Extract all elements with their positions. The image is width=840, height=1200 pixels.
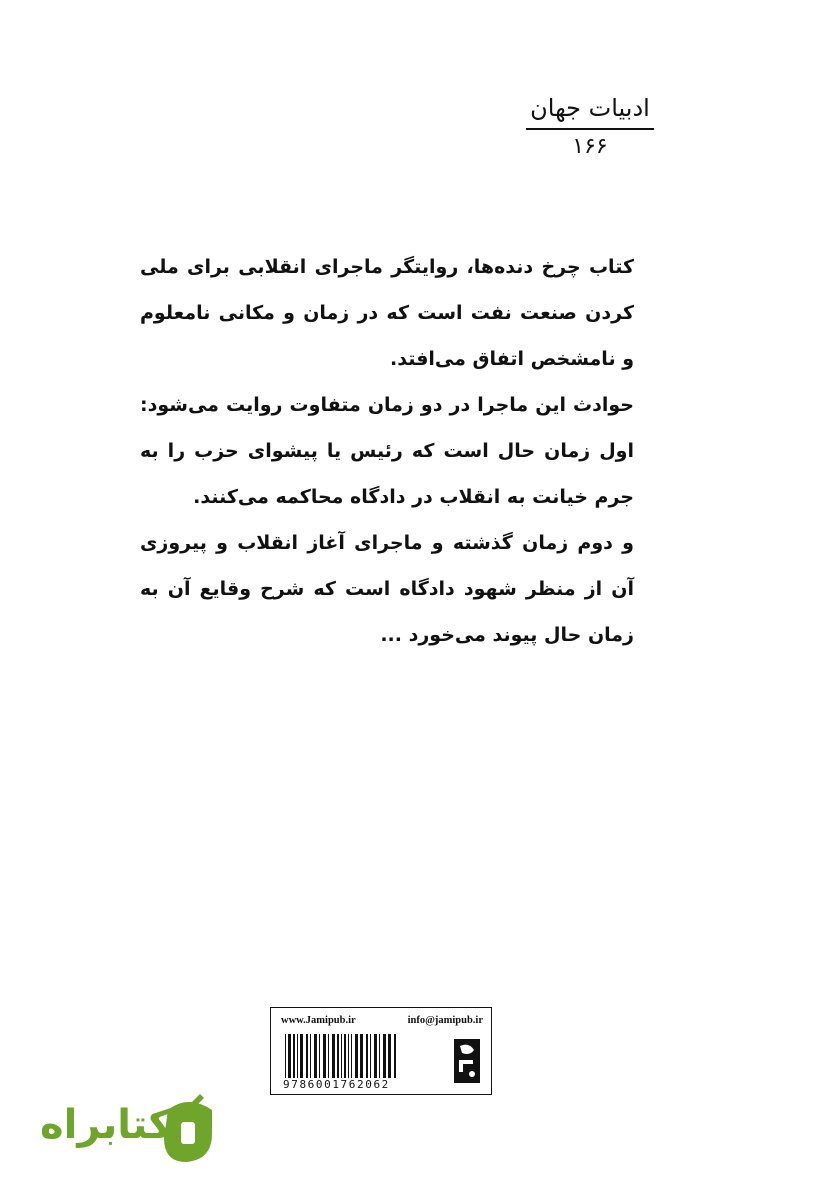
publisher-logo-icon	[451, 1036, 483, 1086]
barcode-bar	[297, 1034, 298, 1078]
barcode-bar	[351, 1034, 352, 1078]
barcode-bar	[323, 1034, 326, 1078]
ketabrah-logo	[40, 1092, 220, 1168]
barcode-bar	[319, 1034, 320, 1078]
barcode-bar	[360, 1034, 363, 1078]
back-cover-blurb	[140, 244, 634, 658]
series-divider	[526, 128, 654, 130]
isbn-barcode	[283, 1034, 441, 1078]
publisher-email: info@jamipub.ir	[407, 1015, 483, 1026]
blurb-paragraph: حوادث این ماجرا در دو زمان متفاوت روایت می‌شود: اول زمان حال است که رئیس یا پیشوای حزب را به جرم خیانت به انقلاب در دادگاه محاکمه می‌کنند.	[140, 394, 634, 508]
barcode-bar	[366, 1034, 368, 1078]
series-number: ۱۶۶	[572, 134, 608, 159]
barcode-bar	[310, 1034, 311, 1078]
blurb-paragraph: و دوم زمان گذشته و ماجرای آغاز انقلاب و پیروزی آن از منظر شهود دادگاه است که شرح وقایع آن به زمان حال پیوند می‌خورد ...	[140, 532, 634, 646]
ketabrah-wordmark: کتابراه	[40, 1102, 172, 1148]
barcode-bar	[355, 1034, 358, 1078]
barcode-bar	[370, 1034, 371, 1078]
barcode-bar	[383, 1034, 386, 1078]
barcode-bar	[379, 1034, 380, 1078]
barcode-bar	[394, 1034, 396, 1078]
barcode-bar	[341, 1034, 342, 1078]
barcode-bar	[293, 1034, 295, 1078]
barcode-bar	[374, 1034, 377, 1078]
isbn-number: 9786001762062	[283, 1078, 390, 1091]
barcode-bar	[306, 1034, 308, 1078]
series-title: ادبیات جهان	[530, 94, 650, 122]
barcode-bar	[314, 1034, 317, 1078]
barcode-bar	[388, 1034, 391, 1078]
publisher-contact	[281, 1015, 483, 1029]
barcode-bar	[348, 1034, 349, 1078]
barcode-box	[270, 1007, 492, 1095]
barcode-bar	[285, 1034, 286, 1078]
publisher-website: www.Jamipub.ir	[281, 1015, 356, 1026]
barcode-bar	[328, 1034, 329, 1078]
barcode-bar	[332, 1034, 335, 1078]
barcode-bar	[344, 1034, 346, 1078]
blurb-paragraph: کتاب چرخ دنده‌ها، روایتگر ماجرای انقلابی برای ملی کردن صنعت نفت است که در زمان و مکانی نامعلوم و نامشخص اتفاق می‌افتد.	[140, 256, 634, 370]
barcode-bar	[337, 1034, 339, 1078]
barcode-bar	[288, 1034, 291, 1078]
series-label	[520, 92, 660, 162]
barcode-bar	[300, 1034, 303, 1078]
